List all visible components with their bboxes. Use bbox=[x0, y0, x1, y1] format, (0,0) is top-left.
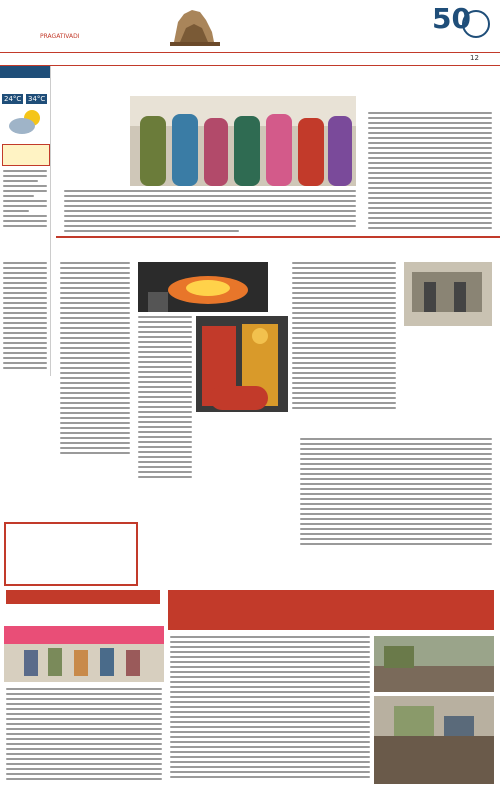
temp-min: 24°C bbox=[4, 95, 22, 103]
date-bar bbox=[0, 52, 500, 66]
bottom-left-text bbox=[6, 688, 162, 784]
masthead-subline: PRAGATIVADI bbox=[40, 33, 80, 40]
left-story-text bbox=[3, 262, 47, 372]
mid-rule bbox=[56, 236, 500, 238]
mid-center-text bbox=[138, 316, 192, 486]
weather-label bbox=[0, 66, 50, 78]
sidebar-text bbox=[3, 170, 47, 230]
promo-box bbox=[4, 522, 138, 586]
caption-tag bbox=[210, 386, 268, 410]
statue-image bbox=[166, 2, 222, 46]
anniversary-logo: 50 bbox=[432, 4, 490, 44]
right-top-box bbox=[368, 72, 492, 108]
meeting-photo bbox=[4, 626, 164, 682]
bottom-right-text bbox=[300, 438, 492, 548]
calendar-box bbox=[2, 144, 50, 166]
road-photo-2 bbox=[374, 696, 494, 784]
road-photo-1 bbox=[374, 636, 494, 692]
fire-photo-1 bbox=[138, 262, 268, 312]
lead-story-text bbox=[64, 190, 356, 234]
mid-right-text bbox=[292, 262, 396, 412]
weather-icon bbox=[6, 108, 46, 136]
left-sidebar bbox=[0, 66, 51, 376]
bottom-main-text bbox=[170, 636, 370, 784]
bottom-label bbox=[6, 590, 160, 604]
bottom-main-headline bbox=[168, 590, 494, 630]
masthead bbox=[0, 0, 500, 52]
lead-photo bbox=[130, 96, 356, 186]
mid-right-photo bbox=[404, 262, 492, 326]
temp-max: 34°C bbox=[28, 95, 46, 103]
page-number: 12 bbox=[470, 54, 479, 62]
mid-left-text bbox=[60, 262, 130, 462]
right-top-text bbox=[368, 112, 492, 232]
